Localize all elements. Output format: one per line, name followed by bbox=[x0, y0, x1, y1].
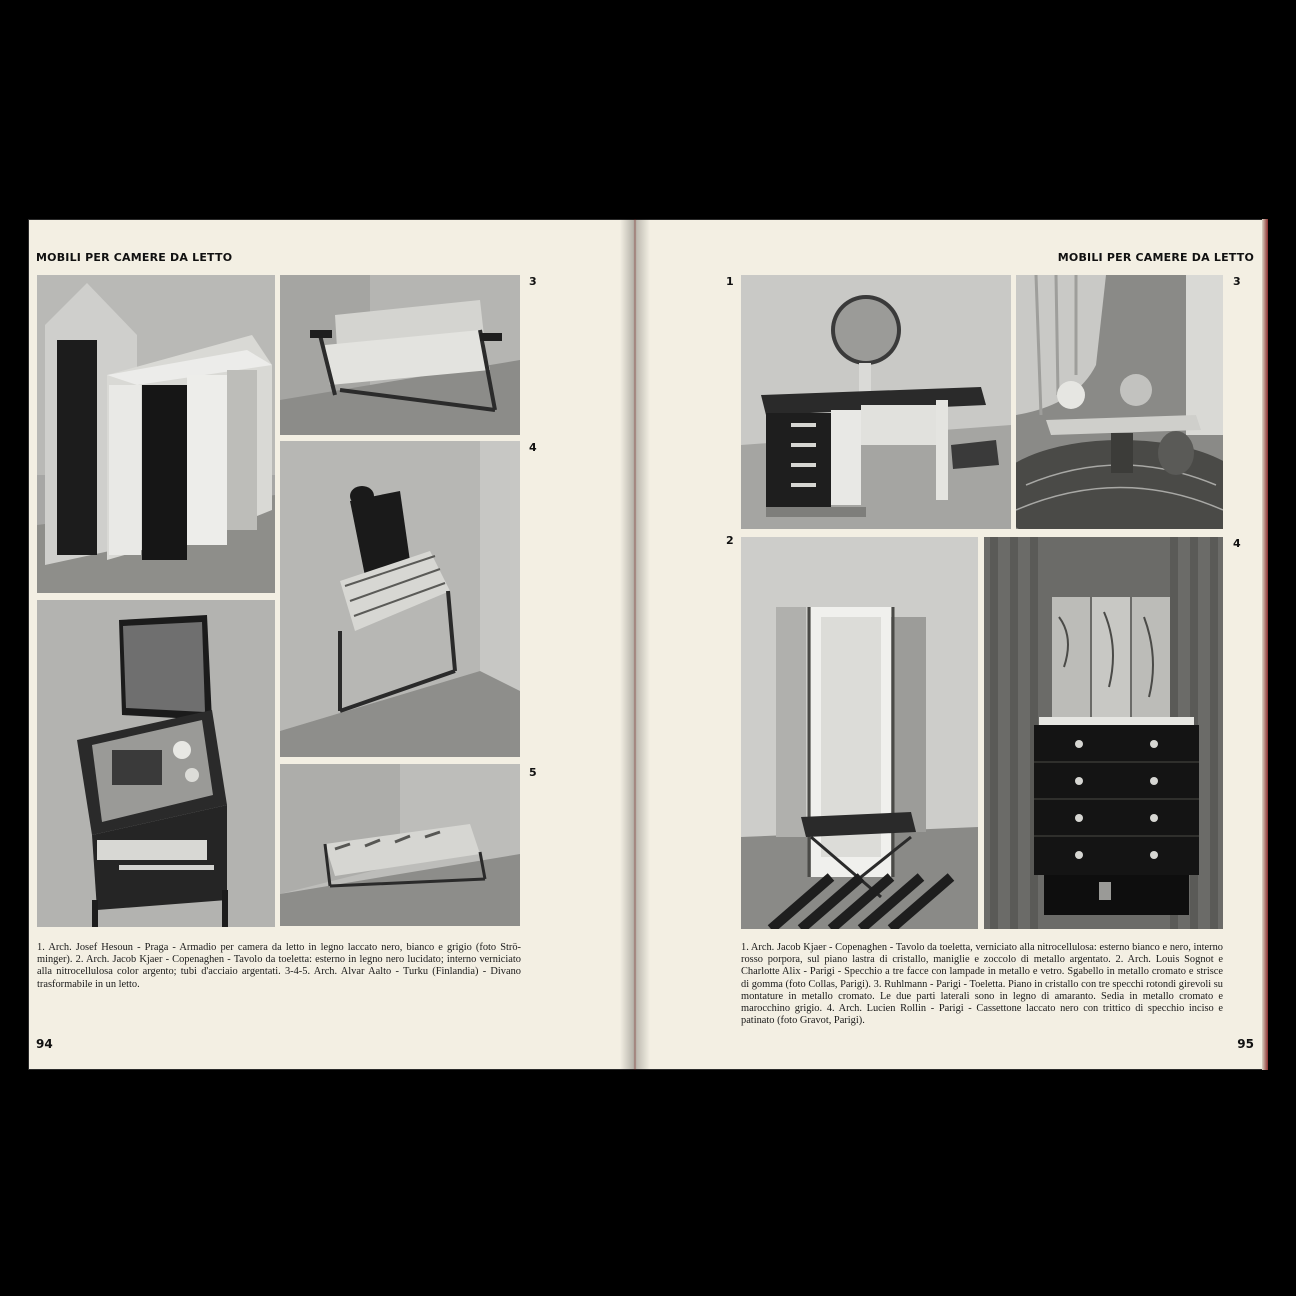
caption-right: 1. Arch. Jacob Kjaer - Copenaghen - Tavolo da toeletta, verniciato alla nitrocellulosa: esterno bianco e nero, interno rosso porpora, sul piano lastra di cristallo, maniglie e zoccolo di metallo argentato. 2. Arch. Louis Sognot e Charlotte Alix - Parigi - Specchio a tre facce con lampade in metallo e vetro. Sgabello in metallo cromato e strisce di gomma (foto Collas, Parigi). 3. Ruhlmann - Parigi - Toeletta. Piano in cristallo con tre specchi rotondi girevoli su montature in metallo cromato. Le due parti laterali sono in legno di amaranto. Sedia in metallo cromato e marocchino grigio. 4. Arch. Lucien Rollin - Parigi - Cassettone laccato nero con trittico di specchio inciso e patinato (foto Gravot, Parigi). bbox=[741, 942, 1223, 1027]
figure-number-2-right: 2 bbox=[726, 534, 734, 547]
photo-chest-with-triptych bbox=[984, 537, 1223, 929]
photo-sofa bbox=[280, 275, 520, 435]
figure-number-3-right: 3 bbox=[1233, 275, 1241, 288]
page-number-right: 95 bbox=[1237, 1037, 1254, 1051]
running-head-left: MOBILI PER CAMERE DA LETTO bbox=[36, 251, 233, 264]
page-number-left: 94 bbox=[36, 1037, 53, 1051]
figure-number-5-left: 5 bbox=[529, 766, 537, 779]
book-edge bbox=[1262, 219, 1268, 1070]
figure-number-1-right: 1 bbox=[726, 275, 734, 288]
book-spread bbox=[28, 219, 1268, 1070]
photo-sofa-bed-conversion bbox=[280, 441, 520, 757]
left-page bbox=[28, 219, 632, 1070]
photo-wardrobe bbox=[37, 275, 275, 593]
photo-ruhlmann-interior bbox=[1016, 275, 1223, 529]
photo-vanity-cabinet bbox=[37, 600, 275, 927]
photo-dressing-table bbox=[741, 275, 1011, 529]
figure-number-3-left: 3 bbox=[529, 275, 537, 288]
photo-three-way-mirror bbox=[741, 537, 978, 929]
caption-left: 1. Arch. Josef Hesoun - Praga - Armadio per camera da letto in legno laccato nero, bianco e grigio (foto Strö-minger). 2. Arch. Jacob Kjaer - Copenaghen - Tavolo da toeletta: esterno in legno nero lucidato; interno verniciato alla nitrocellulosa color argento; tubi d'acciaio argentati. 3-4-5. Arch. Alvar Aalto - Turku (Finlandia) - Divano trasformabile in un letto. bbox=[37, 942, 521, 990]
figure-number-4-left: 4 bbox=[529, 441, 537, 454]
right-page bbox=[632, 219, 1268, 1070]
photo-daybed bbox=[280, 764, 520, 926]
figure-number-4-right: 4 bbox=[1233, 537, 1241, 550]
running-head-right: MOBILI PER CAMERE DA LETTO bbox=[1057, 251, 1254, 264]
